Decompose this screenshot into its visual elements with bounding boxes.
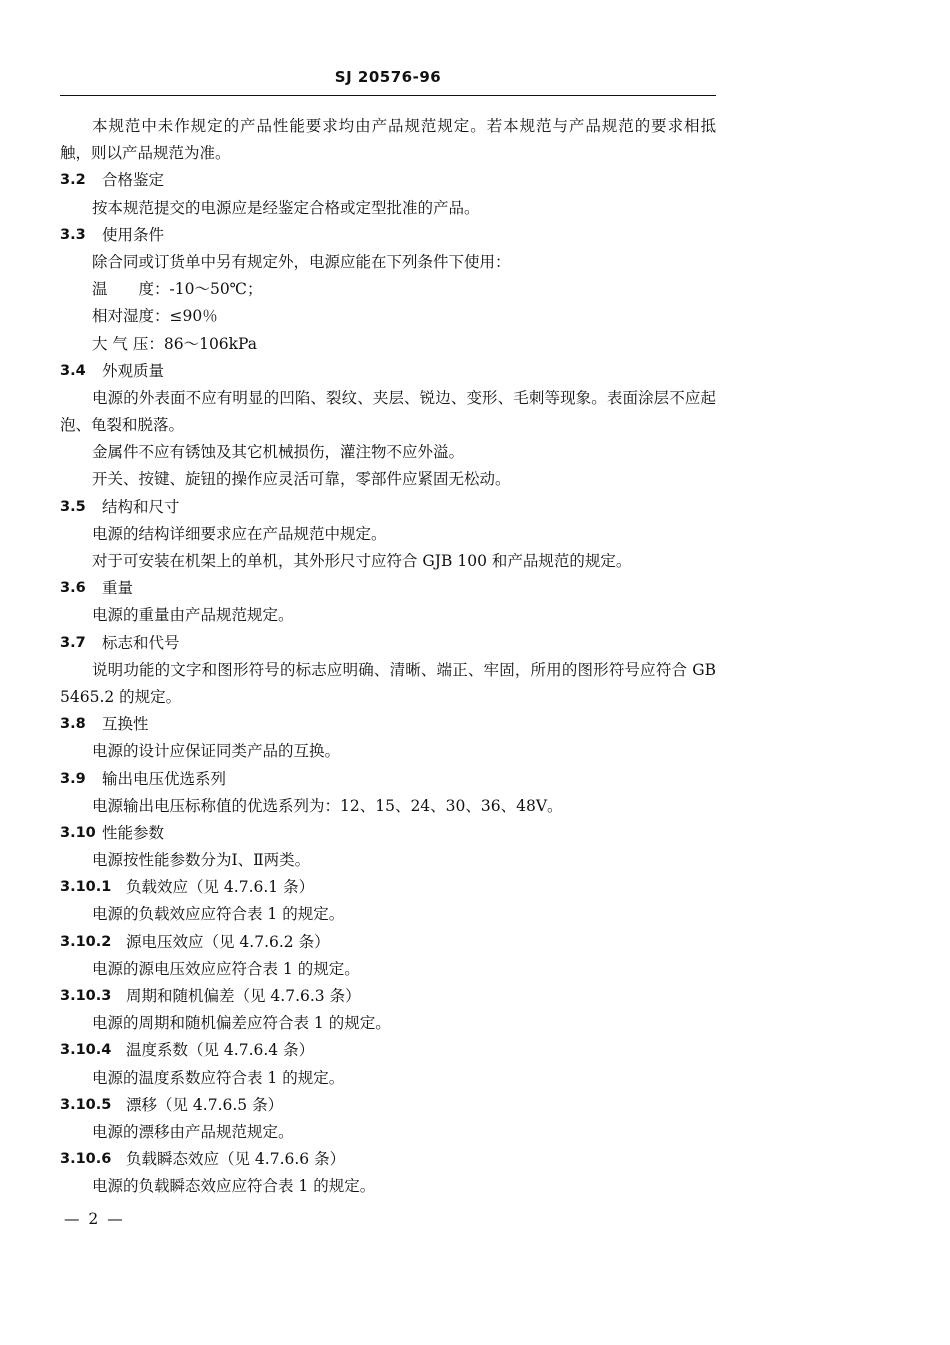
section-heading-3-4 — [60, 358, 716, 385]
section-title: 合格鉴定 — [102, 171, 165, 190]
section-heading-3-2 — [60, 167, 716, 194]
section-title: 输出电压优选系列 — [102, 769, 227, 788]
paragraph-line: 触，则以产品规范为准。 — [60, 144, 231, 163]
paragraph-line: 电源的温度系数应符合表 1 的规定。 — [92, 1068, 345, 1087]
paragraph-line: 电源的设计应保证同类产品的互换。 — [92, 742, 341, 761]
document-body — [60, 113, 716, 1201]
section-heading-3-7 — [60, 630, 716, 657]
section-number: 3.10 — [60, 824, 96, 841]
section-heading-3-3 — [60, 222, 716, 249]
section-number: 3.10.1 — [60, 879, 112, 896]
section-number: 3.8 — [60, 716, 86, 733]
section-number: 3.4 — [60, 362, 86, 379]
paragraph-line: 电源的周期和随机偏差应符合表 1 的规定。 — [92, 1014, 391, 1033]
section-title: 外观质量 — [102, 361, 165, 380]
paragraph-line: 金属件不应有锈蚀及其它机械损伤，灌注物不应外溢。 — [92, 443, 465, 462]
section-number: 3.3 — [60, 226, 86, 243]
header-rule — [60, 95, 716, 96]
paragraph-line: 本规范中未作规定的产品性能要求均由产品规范规定。若本规范与产品规范的要求相抵 — [92, 117, 716, 135]
condition-humidity: 相对湿度：≤90％ — [92, 307, 218, 326]
page-number: — 2 — — [64, 1210, 125, 1228]
section-number: 3.10.5 — [60, 1096, 112, 1113]
section-heading-3-5 — [60, 494, 716, 521]
section-number: 3.10.6 — [60, 1151, 112, 1168]
paragraph-line: 电源的重量由产品规范规定。 — [92, 606, 294, 625]
section-number: 3.10.4 — [60, 1042, 112, 1059]
section-heading-3-8 — [60, 711, 716, 738]
paragraph-line: 电源输出电压标称值的优选系列为：12、15、24、30、36、48V。 — [92, 796, 563, 815]
section-title: 使用条件 — [102, 225, 165, 244]
section-heading-3-10 — [60, 820, 716, 847]
section-title: 周期和随机偏差（见 4.7.6.3 条） — [126, 987, 361, 1005]
section-title: 重量 — [102, 579, 134, 598]
section-title: 性能参数 — [102, 823, 165, 842]
section-number: 3.10.3 — [60, 988, 112, 1004]
section-heading-3-9 — [60, 766, 716, 793]
section-title: 负载效应（见 4.7.6.1 条） — [126, 878, 315, 897]
paragraph-line: 5465.2 的规定。 — [60, 687, 182, 706]
paragraph-line: 说明功能的文字和图形符号的标志应明确、清晰、端正、牢固，所用的图形符号应符合 GB — [92, 660, 716, 679]
section-heading-3-10-2 — [60, 929, 716, 956]
section-title: 负载瞬态效应（见 4.7.6.6 条） — [126, 1150, 346, 1169]
condition-temperature: 温 度：-10～50℃； — [92, 280, 263, 299]
paragraph-line: 电源的负载效应应符合表 1 的规定。 — [92, 905, 345, 924]
section-heading-3-10-1 — [60, 874, 716, 901]
paragraph-line: 电源按性能参数分为Ⅰ、Ⅱ两类。 — [92, 851, 311, 870]
section-title: 源电压效应（见 4.7.6.2 条） — [126, 932, 330, 951]
section-title: 标志和代号 — [102, 633, 180, 652]
paragraph-line: 电源的负载瞬态效应应符合表 1 的规定。 — [92, 1177, 376, 1196]
section-number: 3.6 — [60, 580, 86, 597]
section-title: 结构和尺寸 — [102, 497, 180, 516]
paragraph-line: 电源的外表面不应有明显的凹陷、裂纹、夹层、锐边、变形、毛刺等现象。表面涂层不应起 — [92, 388, 716, 407]
section-title: 互换性 — [102, 715, 149, 734]
paragraph-line: 电源的结构详细要求应在产品规范中规定。 — [92, 524, 387, 543]
paragraph-line: 电源的源电压效应应符合表 1 的规定。 — [92, 959, 360, 978]
condition-pressure: 大 气 压：86～106kPa — [92, 334, 258, 353]
section-heading-3-10-6 — [60, 1146, 716, 1173]
section-heading-3-6 — [60, 575, 716, 602]
section-title: 漂移（见 4.7.6.5 条） — [126, 1095, 284, 1114]
paragraph-line: 泡、龟裂和脱落。 — [60, 416, 185, 435]
paragraph-line: 按本规范提交的电源应是经鉴定合格或定型批准的产品。 — [92, 198, 480, 217]
paragraph-line: 对于可安装在机架上的单机，其外形尺寸应符合 GJB 100 和产品规范的规定。 — [92, 552, 632, 570]
section-title: 温度系数（见 4.7.6.4 条） — [126, 1041, 315, 1060]
paragraph-line: 电源的漂移由产品规范规定。 — [92, 1122, 294, 1141]
section-number: 3.7 — [60, 634, 86, 651]
section-number: 3.9 — [60, 770, 86, 787]
section-heading-3-10-5 — [60, 1092, 716, 1119]
standard-code-header: SJ 20576-96 — [334, 68, 442, 86]
section-number: 3.5 — [60, 498, 86, 515]
section-heading-3-10-3 — [60, 983, 716, 1010]
section-heading-3-10-4 — [60, 1037, 716, 1064]
paragraph-line: 开关、按键、旋钮的操作应灵活可靠，零部件应紧固无松动。 — [92, 470, 511, 489]
section-number: 3.10.2 — [60, 933, 112, 950]
section-number: 3.2 — [60, 172, 86, 189]
paragraph-line: 除合同或订货单中另有规定外，电源应能在下列条件下使用： — [92, 252, 511, 271]
